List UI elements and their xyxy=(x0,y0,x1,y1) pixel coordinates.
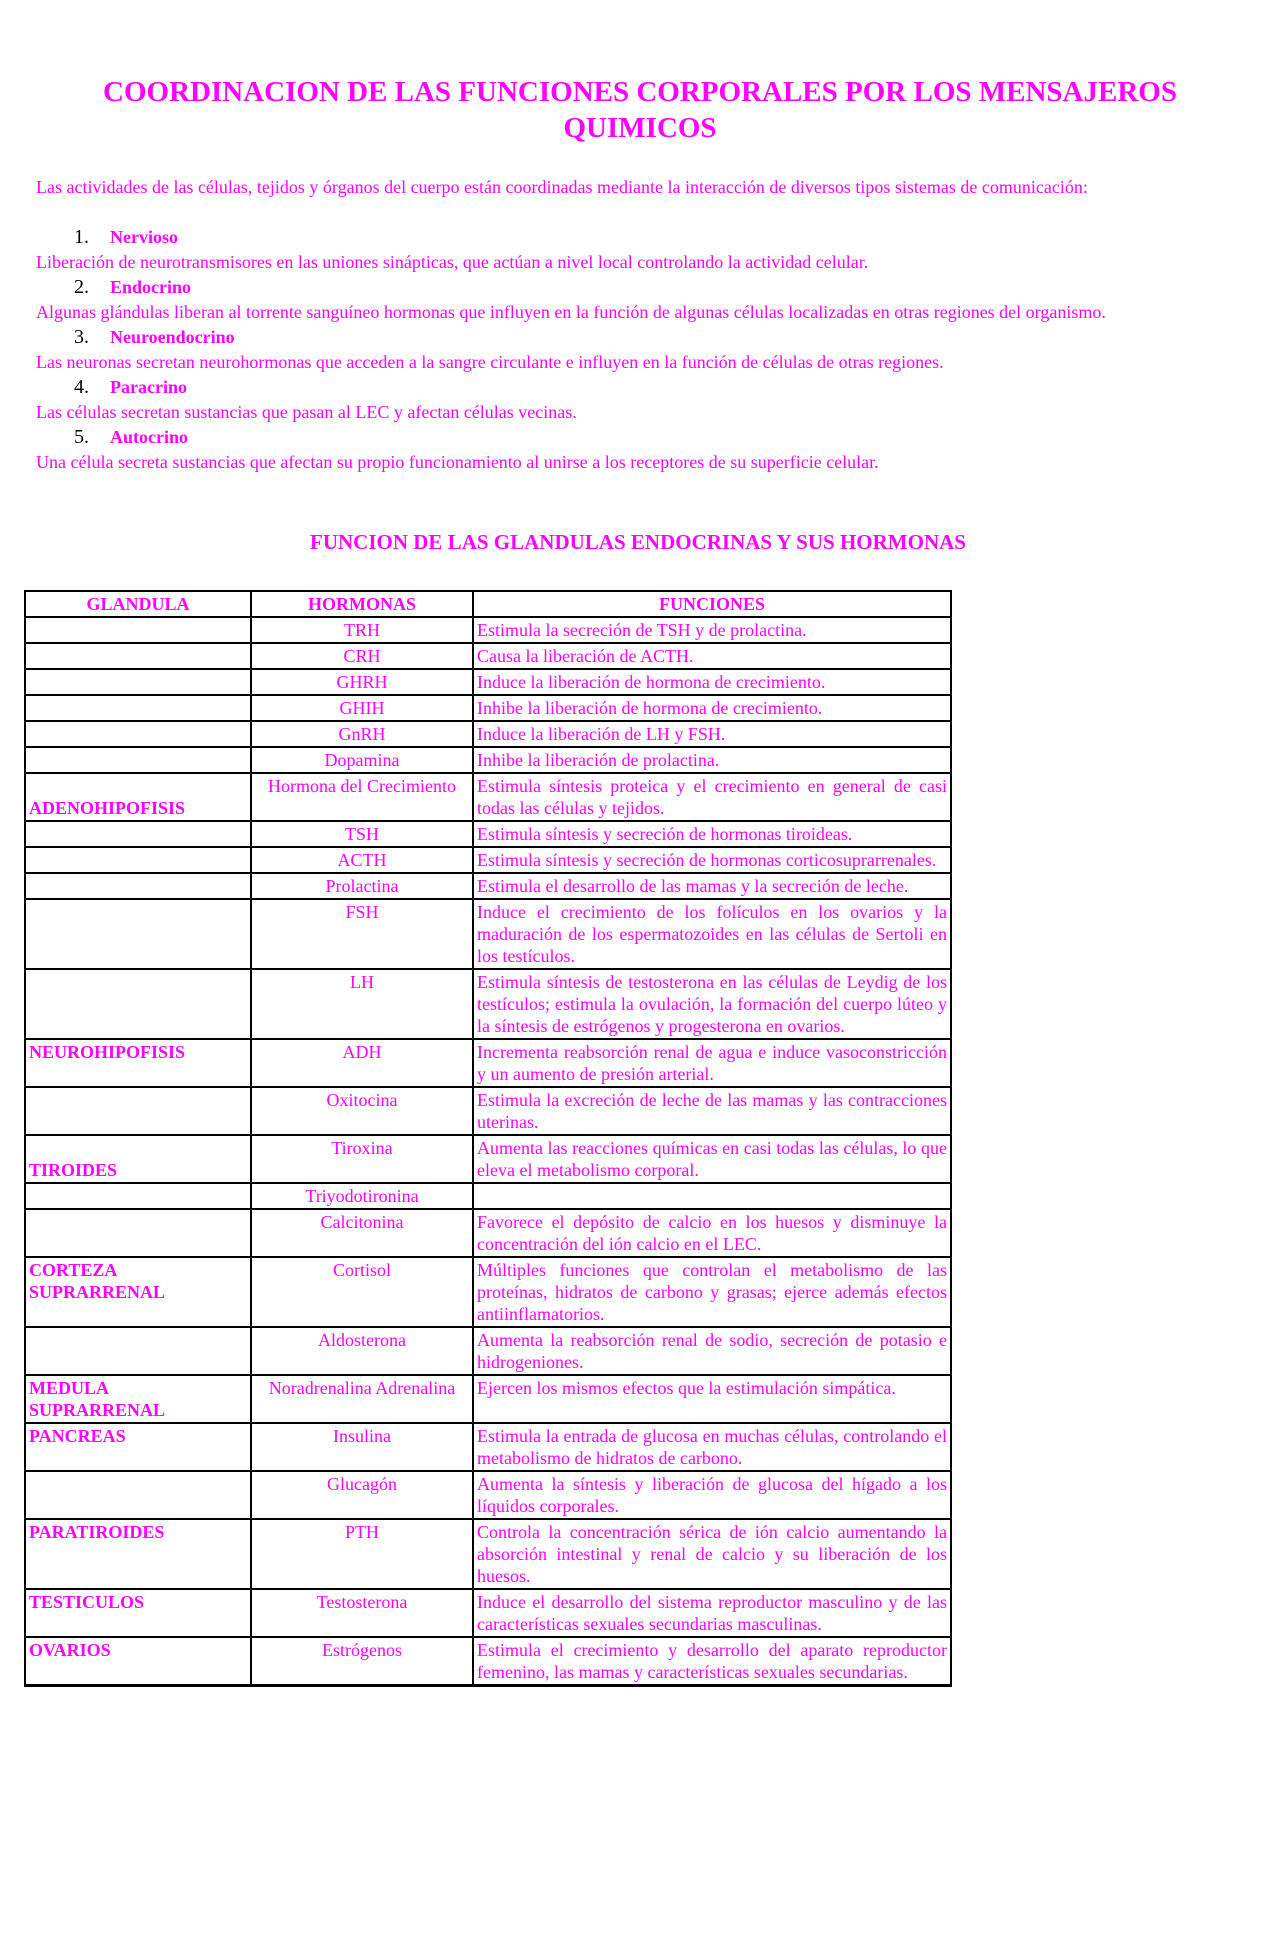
hormone-cell: GHRH xyxy=(251,669,473,695)
table-row xyxy=(25,1039,951,1087)
table-title: FUNCION DE LAS GLANDULAS ENDOCRINAS Y SUS HORMONAS xyxy=(310,530,966,554)
hormone-cell: LH xyxy=(251,969,473,1039)
table-row xyxy=(25,721,951,747)
hormone-cell: Insulina xyxy=(251,1423,473,1471)
table-row xyxy=(25,1589,951,1637)
gland-cell: MEDULA SUPRARRENAL xyxy=(25,1375,251,1423)
function-cell: Estimula la excreción de leche de las mamas y las contracciones uterinas. xyxy=(473,1087,951,1135)
table-row xyxy=(25,1327,951,1375)
function-cell: Induce el crecimiento de los folículos en los ovarios y la maduración de los espermatozoides en las células de Sertoli en los testículos. xyxy=(473,899,951,969)
system-name: Autocrino xyxy=(110,427,188,447)
table-row xyxy=(25,1375,951,1423)
gland-cell: OVARIOS xyxy=(25,1637,251,1686)
table-row xyxy=(25,643,951,669)
gland-cell xyxy=(25,1183,251,1209)
gland-cell xyxy=(25,847,251,873)
function-cell: Múltiples funciones que controlan el metabolismo de las proteínas, hidratos de carbono y grasas; ejerce además efectos antiinflamatorios. xyxy=(473,1257,951,1327)
function-cell: Induce el desarrollo del sistema reproductor masculino y de las características sexuales secundarias masculinas. xyxy=(473,1589,951,1637)
hormone-cell: Dopamina xyxy=(251,747,473,773)
gland-cell: NEUROHIPOFISIS xyxy=(25,1039,251,1087)
column-header-glandula: GLANDULA xyxy=(25,591,251,617)
gland-cell xyxy=(25,617,251,643)
list-number: 4. xyxy=(74,376,89,398)
function-cell: Estimula síntesis proteica y el crecimiento en general de casi todas las células y tejidos. xyxy=(473,773,951,821)
hormone-cell: Oxitocina xyxy=(251,1087,473,1135)
systems-list xyxy=(36,224,1244,474)
column-header-funciones: FUNCIONES xyxy=(473,591,951,617)
function-cell: Induce la liberación de hormona de crecimiento. xyxy=(473,669,951,695)
gland-cell xyxy=(25,669,251,695)
table-row xyxy=(25,669,951,695)
system-description: Las células secretan sustancias que pasan al LEC y afectan células vecinas. xyxy=(36,402,577,422)
table-row xyxy=(25,1519,951,1589)
function-cell: Aumenta la reabsorción renal de sodio, secreción de potasio e hidrogeniones. xyxy=(473,1327,951,1375)
hormone-cell: ACTH xyxy=(251,847,473,873)
function-cell: Controla la concentración sérica de ión calcio aumentando la absorción intestinal y renal de calcio y su liberación de los huesos. xyxy=(473,1519,951,1589)
table-row xyxy=(25,1183,951,1209)
table-row xyxy=(25,821,951,847)
function-cell: Estimula síntesis y secreción de hormonas corticosuprarrenales. xyxy=(473,847,951,873)
hormone-cell: Tiroxina xyxy=(251,1135,473,1183)
table-row xyxy=(25,617,951,643)
function-cell: Estimula el desarrollo de las mamas y la secreción de leche. xyxy=(473,873,951,899)
function-cell: Induce la liberación de LH y FSH. xyxy=(473,721,951,747)
hormone-cell: Calcitonina xyxy=(251,1209,473,1257)
gland-cell: ADENOHIPOFISIS xyxy=(25,773,251,821)
table-row xyxy=(25,1087,951,1135)
list-number: 3. xyxy=(74,326,89,348)
gland-cell: PARATIROIDES xyxy=(25,1519,251,1589)
table-row xyxy=(25,773,951,821)
hormone-cell: GHIH xyxy=(251,695,473,721)
list-item xyxy=(36,324,1244,374)
system-description: Una célula secreta sustancias que afectan su propio funcionamiento al unirse a los receptores de su superficie celular. xyxy=(36,452,879,472)
hormone-cell: Prolactina xyxy=(251,873,473,899)
function-cell: Aumenta las reacciones químicas en casi todas las células, lo que eleva el metabolismo corporal. xyxy=(473,1135,951,1183)
hormone-cell: Aldosterona xyxy=(251,1327,473,1375)
hormone-cell: TRH xyxy=(251,617,473,643)
list-number: 2. xyxy=(74,276,89,298)
system-description: Las neuronas secretan neurohormonas que acceden a la sangre circulante e influyen en la función de células de otras regiones. xyxy=(36,352,944,372)
function-cell: Estimula la entrada de glucosa en muchas células, controlando el metabolismo de hidratos de carbono. xyxy=(473,1423,951,1471)
hormone-cell: Testosterona xyxy=(251,1589,473,1637)
gland-cell xyxy=(25,643,251,669)
gland-cell xyxy=(25,969,251,1039)
function-cell: Incrementa reabsorción renal de agua e induce vasoconstricción y un aumento de presión arterial. xyxy=(473,1039,951,1087)
gland-cell xyxy=(25,873,251,899)
system-name: Neuroendocrino xyxy=(110,327,235,347)
intro-paragraph: Las actividades de las células, tejidos y órganos del cuerpo están coordinadas mediante la interacción de diversos tipos sistemas de comunicación: xyxy=(36,177,1088,197)
table-row xyxy=(25,1135,951,1183)
function-cell: Inhibe la liberación de prolactina. xyxy=(473,747,951,773)
hormone-cell: ADH xyxy=(251,1039,473,1087)
hormone-cell: PTH xyxy=(251,1519,473,1589)
gland-cell xyxy=(25,721,251,747)
hormone-cell: Noradrenalina Adrenalina xyxy=(251,1375,473,1423)
gland-cell xyxy=(25,747,251,773)
table-row xyxy=(25,747,951,773)
list-item xyxy=(36,424,1244,474)
function-cell: Inhibe la liberación de hormona de crecimiento. xyxy=(473,695,951,721)
hormone-cell: CRH xyxy=(251,643,473,669)
system-description: Liberación de neurotransmisores en las uniones sinápticas, que actúan a nivel local controlando la actividad celular. xyxy=(36,252,869,272)
function-cell: Causa la liberación de ACTH. xyxy=(473,643,951,669)
function-cell: Ejercen los mismos efectos que la estimulación simpática. xyxy=(473,1375,951,1423)
table-row xyxy=(25,969,951,1039)
gland-cell xyxy=(25,899,251,969)
table-row xyxy=(25,1209,951,1257)
table-row xyxy=(25,899,951,969)
list-item xyxy=(36,274,1244,324)
function-cell xyxy=(473,1183,951,1209)
hormone-cell: Cortisol xyxy=(251,1257,473,1327)
gland-cell xyxy=(25,1471,251,1519)
gland-cell xyxy=(25,1209,251,1257)
gland-cell xyxy=(25,695,251,721)
table-row xyxy=(25,1471,951,1519)
table-row xyxy=(25,873,951,899)
gland-cell xyxy=(25,1087,251,1135)
function-cell: Estimula síntesis de testosterona en las células de Leydig de los testículos; estimula la ovulación, la formación del cuerpo lúteo y la síntesis de estrógenos y progesterona en ovarios. xyxy=(473,969,951,1039)
function-cell: Estimula la secreción de TSH y de prolactina. xyxy=(473,617,951,643)
table-row xyxy=(25,847,951,873)
table-row xyxy=(25,1423,951,1471)
gland-cell xyxy=(25,1327,251,1375)
function-cell: Estimula el crecimiento y desarrollo del aparato reproductor femenino, las mamas y características sexuales secundarias. xyxy=(473,1637,951,1686)
table-row xyxy=(25,695,951,721)
glands-table xyxy=(24,590,952,1687)
gland-cell: TIROIDES xyxy=(25,1135,251,1183)
list-number: 5. xyxy=(74,426,89,448)
hormone-cell: Triyodotironina xyxy=(251,1183,473,1209)
list-number: 1. xyxy=(74,226,89,248)
hormone-cell: FSH xyxy=(251,899,473,969)
function-cell: Aumenta la síntesis y liberación de glucosa del hígado a los líquidos corporales. xyxy=(473,1471,951,1519)
hormone-cell: Glucagón xyxy=(251,1471,473,1519)
system-name: Endocrino xyxy=(110,277,192,297)
table-row xyxy=(25,1257,951,1327)
hormone-cell: Estrógenos xyxy=(251,1637,473,1686)
list-item xyxy=(36,224,1244,274)
gland-cell: PANCREAS xyxy=(25,1423,251,1471)
table-row xyxy=(25,1637,951,1686)
hormone-cell: GnRH xyxy=(251,721,473,747)
system-description: Algunas glándulas liberan al torrente sanguíneo hormonas que influyen en la función de algunas células localizadas en otras regiones del organismo. xyxy=(36,302,1106,322)
function-cell: Estimula síntesis y secreción de hormonas tiroideas. xyxy=(473,821,951,847)
gland-cell xyxy=(25,821,251,847)
gland-cell: CORTEZA SUPRARRENAL xyxy=(25,1257,251,1327)
table-header-row xyxy=(25,591,951,617)
system-name: Paracrino xyxy=(110,377,187,397)
column-header-hormonas: HORMONAS xyxy=(251,591,473,617)
function-cell: Favorece el depósito de calcio en los huesos y disminuye la concentración del ión calcio en el LEC. xyxy=(473,1209,951,1257)
gland-cell: TESTICULOS xyxy=(25,1589,251,1637)
list-item xyxy=(36,374,1244,424)
hormone-cell: TSH xyxy=(251,821,473,847)
system-name: Nervioso xyxy=(110,227,178,247)
hormone-cell: Hormona del Crecimiento xyxy=(251,773,473,821)
page-title: COORDINACION DE LAS FUNCIONES CORPORALES POR LOS MENSAJEROS QUIMICOS xyxy=(103,76,1177,144)
